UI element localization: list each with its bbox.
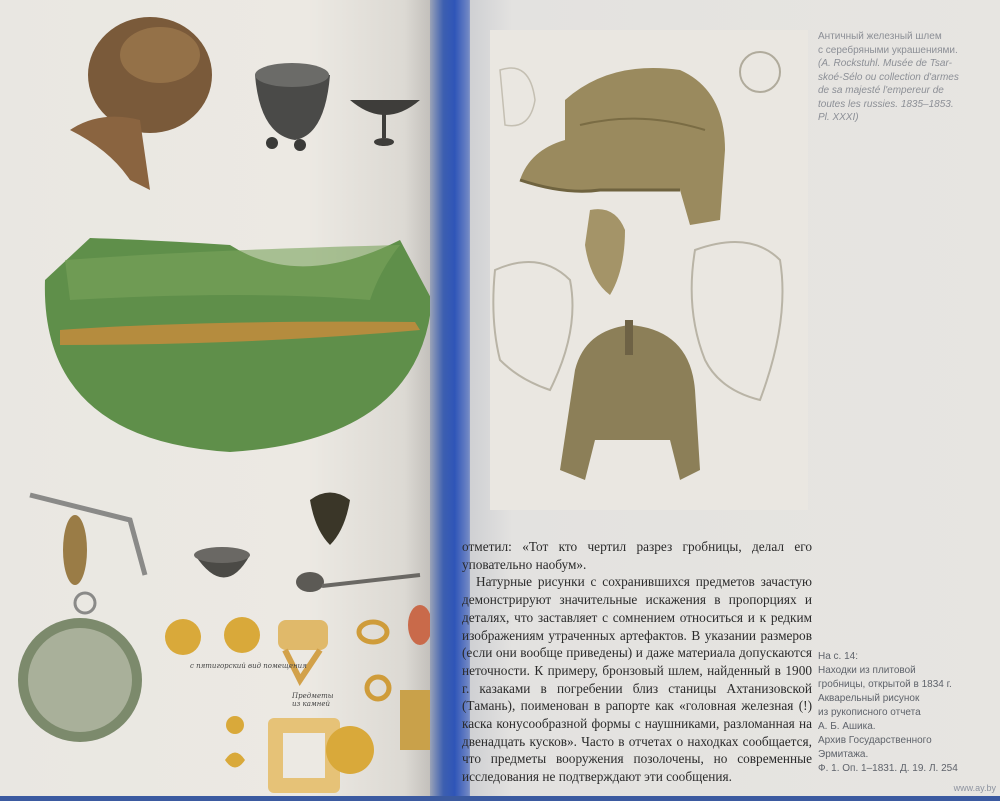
cheekpiece-right-drawing (692, 242, 783, 400)
cheekpiece-left-drawing (493, 262, 572, 390)
gold-rings-illustration (359, 605, 432, 699)
caption-line: Pl. XXXI) (818, 112, 859, 123)
medallion-illustration (18, 593, 142, 742)
caption-line: из рукописного отчета (818, 707, 921, 718)
watercolor-plate (0, 0, 440, 796)
caption-line: с серебряными украшениями. (818, 44, 958, 56)
left-page (0, 0, 440, 796)
iron-helmet-front-illustration (560, 320, 700, 480)
caption-line: Находки из плитовой (818, 665, 916, 676)
caption-line: На с. 14: (818, 651, 859, 662)
green-bowl-illustration (45, 238, 432, 452)
caption-line: Эрмитажа. (818, 749, 869, 760)
ring-annotation: Предметы из камней (292, 692, 334, 708)
caption-line: toutes les russies. 1835–1853. (818, 98, 954, 110)
helmet-drawings (490, 30, 808, 510)
caption-line: skoé-Sélo ou collection d'armes (818, 71, 959, 83)
caption-line: Ф. 1. Оп. 1–1831. Д. 19. Л. 254 (818, 763, 958, 774)
caption-line: гробницы, открытой в 1834 г. (818, 679, 952, 690)
gold-bracelet-illustration (278, 620, 328, 680)
small-fragment-illustration (585, 209, 625, 295)
spoon-illustration (296, 572, 420, 592)
body-text (462, 538, 812, 786)
two-handled-cup-illustration (194, 547, 250, 578)
pin-illustration (30, 495, 145, 585)
gold-coins-illustration (165, 617, 260, 655)
caption-line: de sa majesté l'empereur de (818, 85, 944, 96)
sketch-fragment-drawing (500, 68, 535, 126)
plate-caption (818, 30, 990, 125)
bronze-helmet-illustration (70, 17, 212, 190)
caption-line: Античный железный шлем (818, 31, 942, 42)
paragraph: отметил: «Тот кто чертил разрез гробницы, делал его уповательно наобум». (462, 539, 812, 572)
watermark: www.ay.by (953, 783, 996, 793)
iron-helmet-side-illustration (520, 68, 725, 225)
caption-line: Акварельный рисунок (818, 693, 920, 704)
black-cup-illustration (255, 63, 330, 151)
medallion-drawing (740, 52, 780, 92)
caption-line: А. Б. Ашика. (818, 721, 876, 732)
paragraph: Натурные рисунки с сохранившихся предметов зачастую демонстрируют значительные искажения в пропорциях и деталях, что заставляет с сомнением относиться и к редким изображениям утраченных артефактов. В указании размеров (если они вообще приведены) и даже материала допускаются неточности. К примеру, бронзовый шлем, найденный в 1900 г. казаками в погребении близ станицы Ахтанизовской (Тамань), поименован в рапорте как «головная железная (!) каска конусообразной формы с наушниками, разломанная на двенадцать кусков». Часто в отчетах о находках сообщается, что предметы вооружения позолочены, но современные исследования не подтверждают эти сообщения. (462, 574, 812, 785)
left-page-caption (818, 650, 994, 776)
caption-line: (A. Rockstuhl. Musée de Tsar- (818, 58, 952, 69)
caption-line: Архив Государственного (818, 735, 932, 746)
coin-annotation: с пятигорский вид помещения (190, 662, 307, 670)
kylix-illustration (350, 100, 420, 146)
helmet-plate (490, 30, 808, 510)
small-vase-illustration (310, 493, 350, 546)
